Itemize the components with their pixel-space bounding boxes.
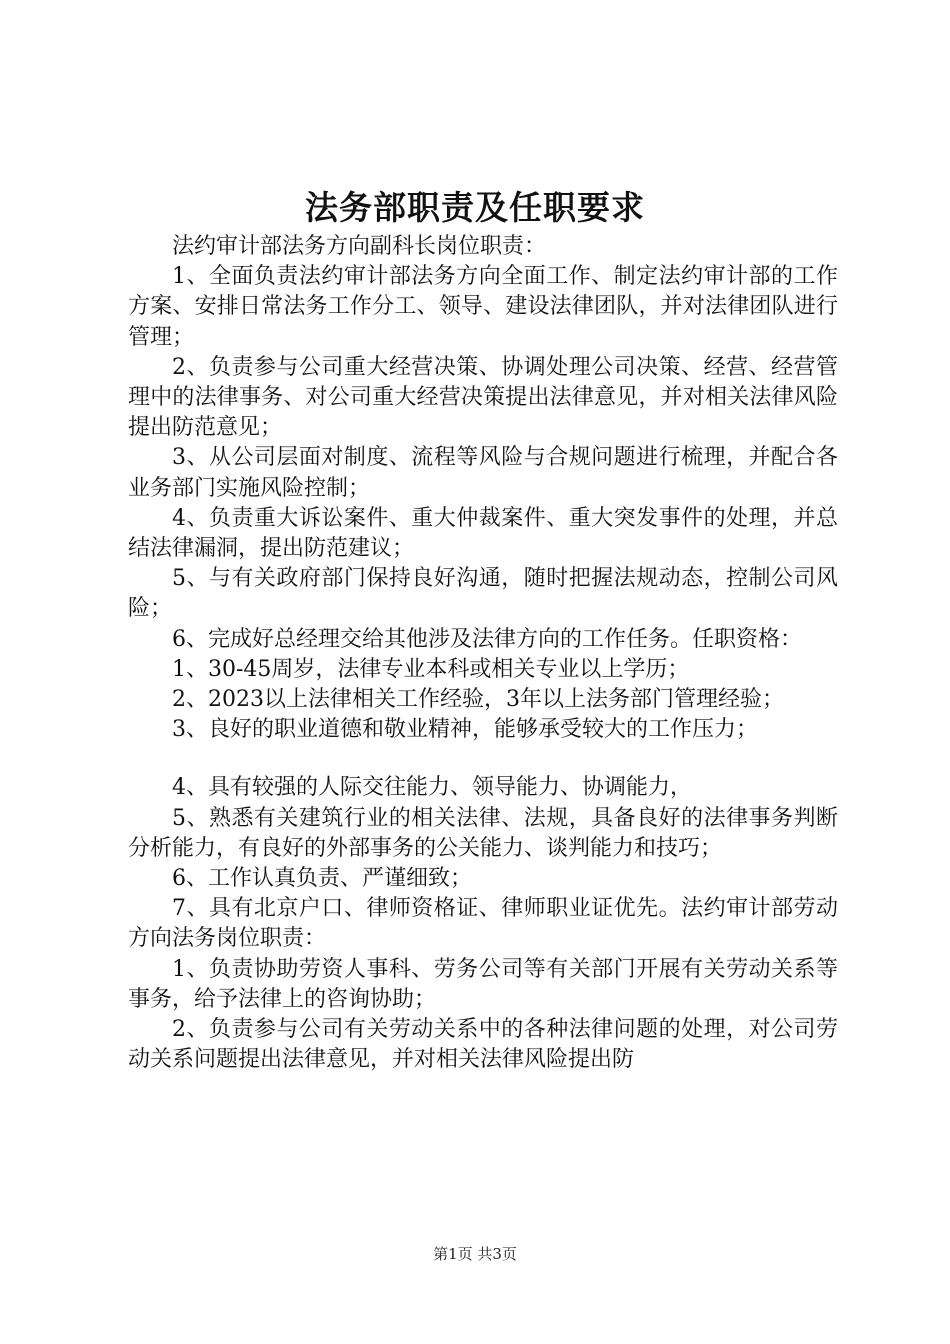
paragraph: 3、良好的职业道德和敬业精神，能够承受较大的工作压力； — [172, 717, 758, 743]
paragraph: 4、具有较强的人际交往能力、领导能力、协调能力， — [172, 775, 692, 801]
paragraph: 2、负责参与公司重大经营决策、协调处理公司决策、经营、经营管理中的法律事务、对公司重大经营决策提出法律意见，并对相关法律风险提出防范意见； — [128, 354, 838, 441]
page-number-footer: 第1页 共3页 — [433, 1245, 517, 1263]
paragraph: 5、熟悉有关建筑行业的相关法律、法规，具备良好的法律事务判断分析能力，有良好的外部事务的公关能力、谈判能力和技巧； — [128, 805, 838, 861]
blank-line — [128, 745, 838, 773]
paragraph: 6、完成好总经理交给其他涉及法律方向的工作任务。任职资格： — [172, 626, 802, 652]
paragraph: 1、全面负责法约审计部法务方向全面工作、制定法约审计部的工作方案、安排日常法务工作分工、领导、建设法律团队，并对法律团队进行管理； — [128, 264, 838, 350]
paragraph: 2、2023以上法律相关工作经验，3年以上法务部门管理经验； — [172, 687, 784, 713]
paragraph: 6、工作认真负责、严谨细致； — [172, 866, 472, 892]
paragraph: 法约审计部法务方向副科长岗位职责： — [172, 234, 547, 259]
paragraph: 1、负责协助劳资人事科、劳务公司等有关部门开展有关劳动关系等事务，给予法律上的咨询协助； — [128, 956, 838, 1012]
paragraph: 4、负责重大诉讼案件、重大仲裁案件、重大突发事件的处理，并总结法律漏洞，提出防范建议； — [128, 505, 838, 562]
paragraph: 5、与有关政府部门保持良好沟通，随时把握法规动态，控制公司风险； — [128, 566, 838, 622]
paragraph: 3、从公司层面对制度、流程等风险与合规问题进行梳理，并配合各业务部门实施风险控制； — [128, 445, 838, 501]
document-body — [128, 232, 838, 1075]
paragraph: 2、负责参与公司有关劳动关系中的各种法律问题的处理，对公司劳动关系问题提出法律意见，并对相关法律风险提出防 — [128, 1017, 838, 1073]
paragraph: 7、具有北京户口、律师资格证、律师职业证优先。法约审计部劳动方向法务岗位职责： — [128, 896, 838, 952]
paragraph: 1、30-45周岁，法律专业本科或相关专业以上学历； — [172, 656, 690, 682]
document-title: 法务部职责及任职要求 — [305, 188, 645, 227]
